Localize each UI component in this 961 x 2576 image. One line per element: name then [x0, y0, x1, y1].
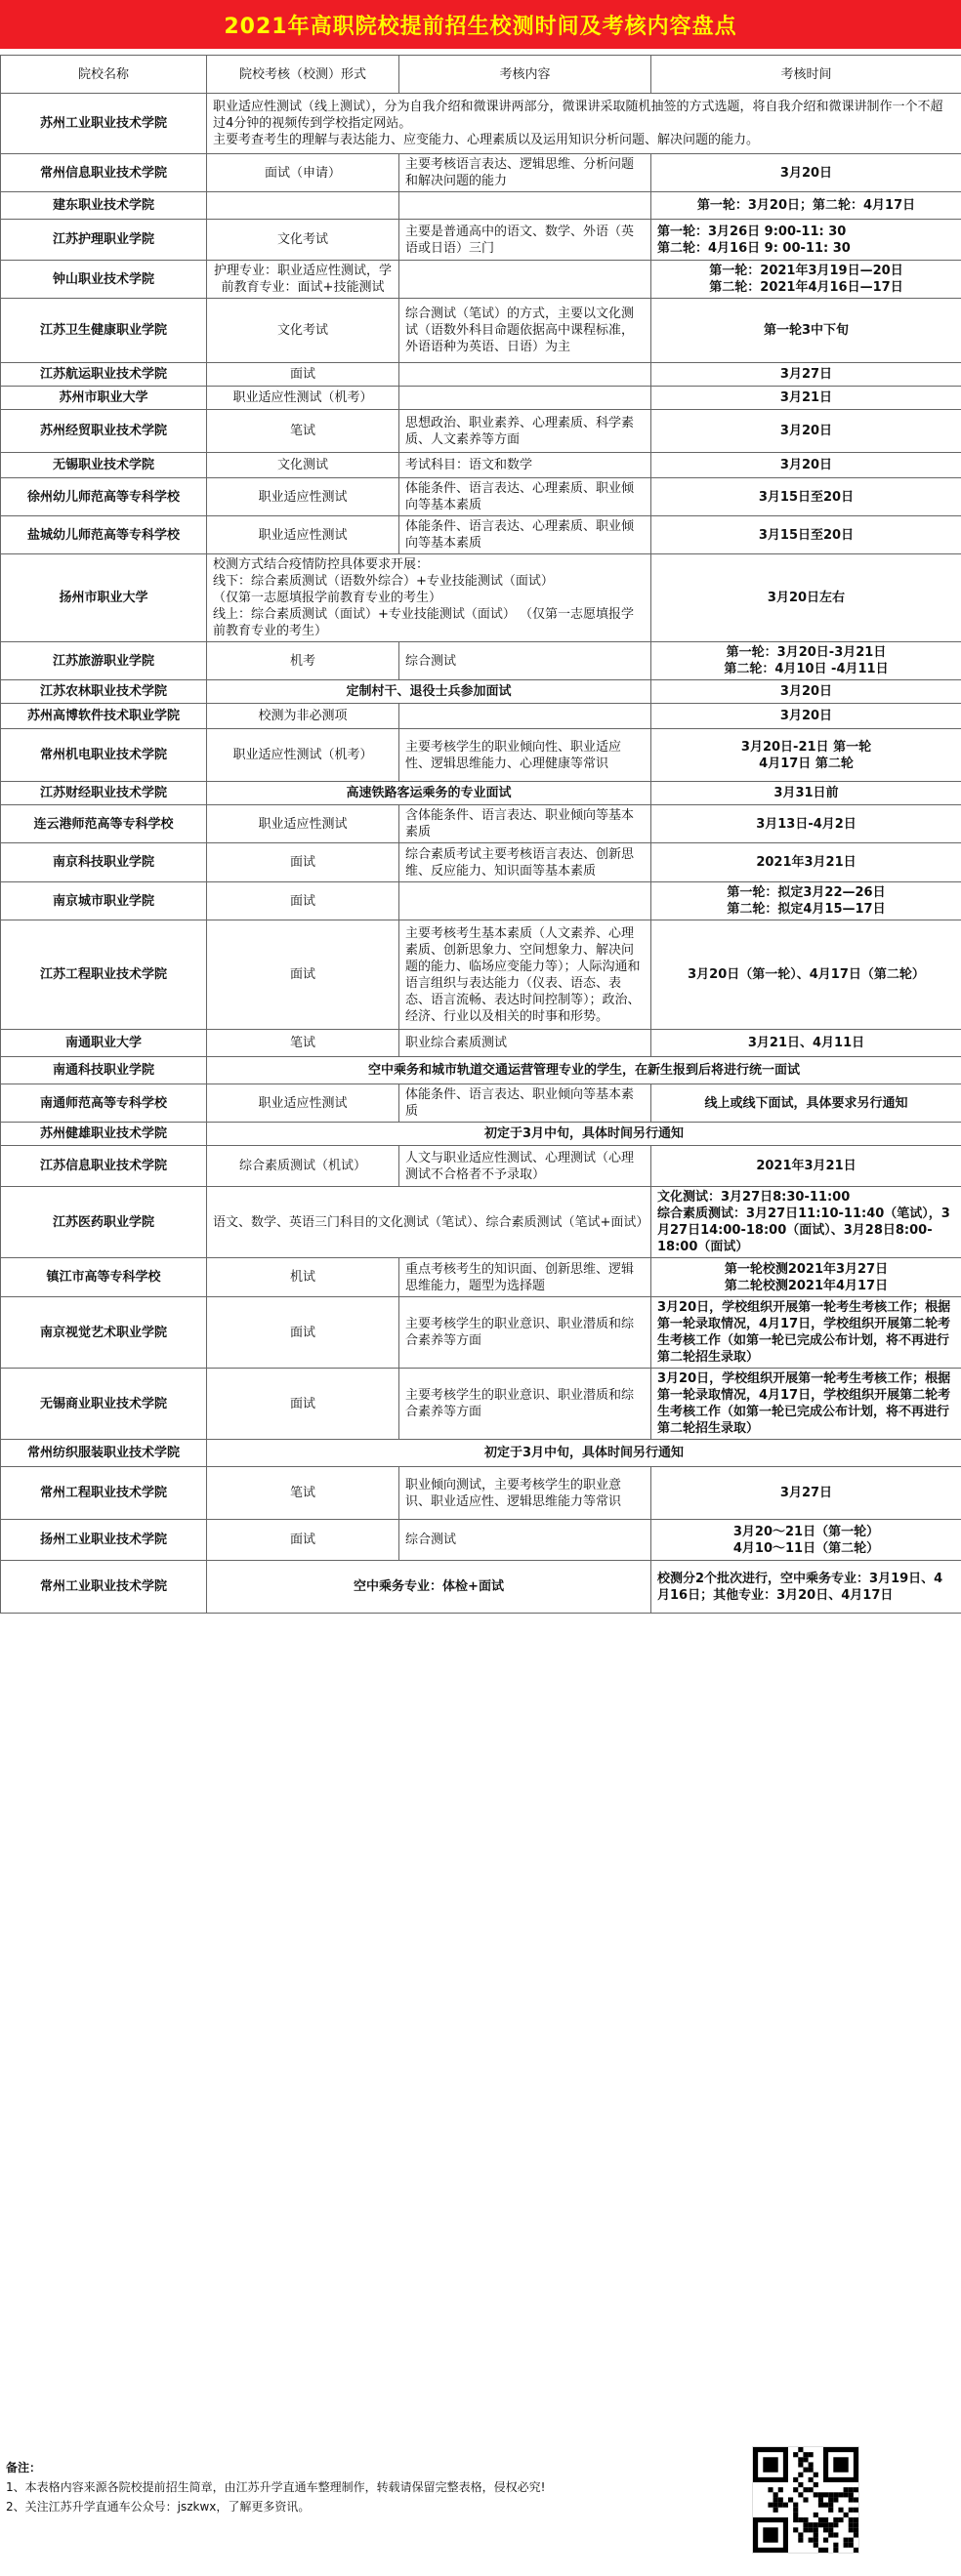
school-name-cell: 南京城市职业学院 [1, 882, 207, 920]
school-name-cell: 常州纺织服装职业技术学院 [1, 1440, 207, 1467]
table-row [1, 410, 961, 453]
exam-time-cell: 2021年3月21日 [651, 1146, 961, 1187]
school-name-cell: 苏州工业职业技术学院 [1, 94, 207, 154]
notes-line-2: 2、关注江苏升学直通车公众号：jszkwx，了解更多资讯。 [6, 2500, 311, 2514]
table-header-row [1, 56, 961, 94]
exam-content-cell: 综合素质考试主要考核语言表达、创新思维、反应能力、知识面等基本素质 [399, 843, 651, 882]
exam-time-cell: 3月21日 [651, 387, 961, 410]
exam-form-cell: 面试 [207, 843, 399, 882]
table-row [1, 704, 961, 729]
table-row [1, 299, 961, 363]
exam-content-cell: 体能条件、语言表达、心理素质、职业倾向等基本素质 [399, 478, 651, 516]
form-content-cell: 校测方式结合疫情防控具体要求开展： 线下：综合素质测试（语数外综合）+专业技能测试（面试） （仅第一志愿填报学前教育专业的考生） 线上：综合素质测试（面试）+专业技能测试（面试） （仅第一志愿填报学前教育专业的考生） [207, 554, 651, 642]
header-time: 考核时间 [651, 56, 961, 94]
table-row [1, 1369, 961, 1440]
table-row [1, 680, 961, 704]
school-name-cell: 扬州工业职业技术学院 [1, 1520, 207, 1561]
exam-form-cell: 护理专业：职业适应性测试，学前教育专业：面试+技能测试 [207, 261, 399, 299]
exam-time-cell: 3月20日，学校组织开展第一轮考生考核工作；根据第一轮录取情况，4月17日，学校组织开展第二轮考生考核工作（如第一轮已完成公布计划，将不再进行第二轮招生录取） [651, 1369, 961, 1440]
exam-time-cell: 3月20日 [651, 453, 961, 478]
schedule-table [0, 55, 961, 1614]
exam-time-cell: 3月31日前 [651, 782, 961, 805]
table-row [1, 453, 961, 478]
table-row [1, 782, 961, 805]
table-row [1, 1146, 961, 1187]
form-content-cell: 高速铁路客运乘务的专业面试 [207, 782, 651, 805]
exam-content-cell [399, 882, 651, 920]
form-content-cell: 语文、数学、英语三门科目的文化测试（笔试）、综合素质测试（笔试+面试） [207, 1187, 651, 1258]
exam-content-cell: 综合测试（笔试）的方式，主要以文化测试（语数外科目命题依据高中课程标准，外语语种为英语、日语）为主 [399, 299, 651, 363]
school-name-cell: 苏州市职业大学 [1, 387, 207, 410]
exam-content-cell: 人文与职业适应性测试、心理测试（心理测试不合格者不予录取） [399, 1146, 651, 1187]
exam-time-cell: 3月20日，学校组织开展第一轮考生考核工作；根据第一轮录取情况，4月17日，学校组织开展第二轮考生考核工作（如第一轮已完成公布计划，将不再进行第二轮招生录取） [651, 1297, 961, 1369]
school-name-cell: 江苏卫生健康职业学院 [1, 299, 207, 363]
exam-form-cell: 机考 [207, 642, 399, 680]
exam-form-cell: 职业适应性测试 [207, 478, 399, 516]
exam-form-cell: 面试 [207, 882, 399, 920]
school-name-cell: 无锡职业技术学院 [1, 453, 207, 478]
table-row [1, 1467, 961, 1520]
exam-form-cell: 校测为非必测项 [207, 704, 399, 729]
exam-form-cell: 笔试 [207, 1030, 399, 1057]
exam-time-cell: 2021年3月21日 [651, 843, 961, 882]
exam-form-cell [207, 192, 399, 220]
table-row [1, 920, 961, 1030]
table-row [1, 261, 961, 299]
exam-form-cell: 笔试 [207, 410, 399, 453]
exam-form-cell: 文化测试 [207, 453, 399, 478]
exam-content-cell: 含体能条件、语言表达、职业倾向等基本素质 [399, 805, 651, 843]
merged-info-cell: 初定于3月中旬，具体时间另行通知 [207, 1440, 961, 1467]
school-name-cell: 江苏工程职业技术学院 [1, 920, 207, 1030]
exam-time-cell: 文化测试：3月27日8:30-11:00 综合素质测试：3月27日11:10-11:40（笔试），3月27日14:00-18:00（面试）、3月28日8:00-18:00（面试） [651, 1187, 961, 1258]
exam-content-cell [399, 192, 651, 220]
table-row [1, 642, 961, 680]
exam-content-cell: 体能条件、语言表达、心理素质、职业倾向等基本素质 [399, 516, 651, 554]
exam-content-cell: 综合测试 [399, 1520, 651, 1561]
exam-form-cell: 综合素质测试（机试） [207, 1146, 399, 1187]
school-name-cell: 南通职业大学 [1, 1030, 207, 1057]
table-row [1, 1057, 961, 1084]
exam-time-cell: 第一轮3中下旬 [651, 299, 961, 363]
exam-time-cell: 3月21日、4月11日 [651, 1030, 961, 1057]
school-name-cell: 常州工业职业技术学院 [1, 1561, 207, 1614]
exam-content-cell: 主要考核学生的职业意识、职业潜质和综合素养等方面 [399, 1369, 651, 1440]
school-name-cell: 苏州健雄职业技术学院 [1, 1123, 207, 1146]
exam-time-cell: 3月13日-4月2日 [651, 805, 961, 843]
table-row [1, 1084, 961, 1123]
table-row [1, 1440, 961, 1467]
notes-line-1: 1、本表格内容来源各院校提前招生简章，由江苏升学直通车整理制作，转载请保留完整表格，侵权必究! [6, 2480, 546, 2494]
exam-form-cell: 文化考试 [207, 299, 399, 363]
exam-content-cell: 主要是普通高中的语文、数学、外语（英语或日语）三门 [399, 220, 651, 261]
school-name-cell: 连云港师范高等专科学校 [1, 805, 207, 843]
school-name-cell: 徐州幼儿师范高等专科学校 [1, 478, 207, 516]
table-row [1, 154, 961, 192]
school-name-cell: 镇江市高等专科学校 [1, 1258, 207, 1297]
exam-time-cell: 3月20日 [651, 680, 961, 704]
exam-form-cell: 职业适应性测试 [207, 1084, 399, 1123]
table-row [1, 94, 961, 154]
school-name-cell: 南京视觉艺术职业学院 [1, 1297, 207, 1369]
exam-form-cell: 文化考试 [207, 220, 399, 261]
exam-content-cell [399, 704, 651, 729]
exam-time-cell: 第一轮：2021年3月19日—20日 第二轮：2021年4月16日—17日 [651, 261, 961, 299]
exam-content-cell: 重点考核考生的知识面、创新思维、逻辑思维能力，题型为选择题 [399, 1258, 651, 1297]
table-row [1, 192, 961, 220]
exam-form-cell: 职业适应性测试 [207, 516, 399, 554]
school-name-cell: 建东职业技术学院 [1, 192, 207, 220]
exam-time-cell: 3月20日 [651, 704, 961, 729]
exam-time-cell: 3月20日 [651, 410, 961, 453]
school-name-cell: 江苏航运职业技术学院 [1, 363, 207, 387]
school-name-cell: 南京科技职业学院 [1, 843, 207, 882]
school-name-cell: 常州工程职业技术学院 [1, 1467, 207, 1520]
exam-time-cell: 3月20日-21日 第一轮 4月17日 第二轮 [651, 729, 961, 782]
school-name-cell: 常州机电职业技术学院 [1, 729, 207, 782]
exam-time-cell: 第一轮：3月20日；第二轮：4月17日 [651, 192, 961, 220]
merged-info-cell: 空中乘务和城市轨道交通运营管理专业的学生，在新生报到后将进行统一面试 [207, 1057, 961, 1084]
merged-info-cell: 职业适应性测试（线上测试），分为自我介绍和微课讲两部分，微课讲采取随机抽签的方式选题，将自我介绍和微课讲制作一个不超过4分钟的视频传到学校指定网站。 主要考查考生的理解与表达能力、应变能力、心理素质以及运用知识分析问题、解决问题的能力。 [207, 94, 961, 154]
exam-time-cell: 线上或线下面试，具体要求另行通知 [651, 1084, 961, 1123]
school-name-cell: 钟山职业技术学院 [1, 261, 207, 299]
exam-time-cell: 3月20日（第一轮）、4月17日（第二轮） [651, 920, 961, 1030]
exam-time-cell: 第一轮：3月20日-3月21日 第二轮：4月10日 -4月11日 [651, 642, 961, 680]
exam-form-cell: 职业适应性测试（机考） [207, 387, 399, 410]
exam-content-cell [399, 363, 651, 387]
notes [6, 2458, 729, 2516]
exam-time-cell: 3月15日至20日 [651, 478, 961, 516]
exam-time-cell: 第一轮：3月26日 9:00-11: 30 第二轮：4月16日 9: 00-11: 30 [651, 220, 961, 261]
school-name-cell: 盐城幼儿师范高等专科学校 [1, 516, 207, 554]
table-row [1, 387, 961, 410]
exam-content-cell: 考试科目：语文和数学 [399, 453, 651, 478]
exam-form-cell: 职业适应性测试 [207, 805, 399, 843]
exam-content-cell: 主要考核学生的职业倾向性、职业适应性、逻辑思维能力、心理健康等常识 [399, 729, 651, 782]
table-row [1, 1258, 961, 1297]
exam-time-cell: 3月27日 [651, 1467, 961, 1520]
merged-info-cell: 初定于3月中旬，具体时间另行通知 [207, 1123, 961, 1146]
form-content-cell: 定制村干、退役士兵参加面试 [207, 680, 651, 704]
exam-form-cell: 面试 [207, 920, 399, 1030]
exam-content-cell: 职业综合素质测试 [399, 1030, 651, 1057]
table-row [1, 554, 961, 642]
exam-time-cell: 3月20日左右 [651, 554, 961, 642]
exam-time-cell: 3月20日 [651, 154, 961, 192]
school-name-cell: 江苏护理职业学院 [1, 220, 207, 261]
school-name-cell: 苏州高博软件技术职业学院 [1, 704, 207, 729]
exam-form-cell: 职业适应性测试（机考） [207, 729, 399, 782]
header-content: 考核内容 [399, 56, 651, 94]
school-name-cell: 苏州经贸职业技术学院 [1, 410, 207, 453]
table-row [1, 516, 961, 554]
exam-content-cell [399, 387, 651, 410]
exam-time-cell: 3月27日 [651, 363, 961, 387]
qr-code-image [752, 2446, 859, 2554]
exam-form-cell: 笔试 [207, 1467, 399, 1520]
table-row [1, 220, 961, 261]
table-row [1, 1030, 961, 1057]
exam-content-cell: 职业倾向测试，主要考核学生的职业意识、职业适应性、逻辑思维能力等常识 [399, 1467, 651, 1520]
table-row [1, 1561, 961, 1614]
school-name-cell: 江苏农林职业技术学院 [1, 680, 207, 704]
school-name-cell: 无锡商业职业技术学院 [1, 1369, 207, 1440]
school-name-cell: 江苏财经职业技术学院 [1, 782, 207, 805]
exam-content-cell: 思想政治、职业素养、心理素质、科学素质、人文素养等方面 [399, 410, 651, 453]
table-row [1, 363, 961, 387]
school-name-cell: 南通科技职业学院 [1, 1057, 207, 1084]
school-name-cell: 扬州市职业大学 [1, 554, 207, 642]
exam-form-cell: 面试 [207, 1520, 399, 1561]
exam-form-cell: 机试 [207, 1258, 399, 1297]
notes-label: 备注： [6, 2461, 42, 2474]
exam-time-cell: 3月20～21日（第一轮） 4月10～11日（第二轮） [651, 1520, 961, 1561]
exam-time-cell: 第一轮：拟定3月22—26日 第二轮：拟定4月15—17日 [651, 882, 961, 920]
exam-content-cell: 主要考核语言表达、逻辑思维、分析问题和解决问题的能力 [399, 154, 651, 192]
exam-form-cell: 面试 [207, 363, 399, 387]
exam-time-cell: 3月15日至20日 [651, 516, 961, 554]
table-row [1, 805, 961, 843]
table-row [1, 843, 961, 882]
table-row [1, 1187, 961, 1258]
exam-time-cell: 校测分2个批次进行，空中乘务专业：3月19日、4月16日；其他专业：3月20日、4月17日 [651, 1561, 961, 1614]
table-body [1, 94, 961, 1614]
table-row [1, 1520, 961, 1561]
exam-content-cell: 体能条件、语言表达、职业倾向等基本素质 [399, 1084, 651, 1123]
school-name-cell: 南通师范高等专科学校 [1, 1084, 207, 1123]
school-name-cell: 常州信息职业技术学院 [1, 154, 207, 192]
table-row [1, 478, 961, 516]
header-form: 院校考核（校测）形式 [207, 56, 399, 94]
exam-form-cell: 面试（申请） [207, 154, 399, 192]
exam-content-cell: 主要考核考生基本素质（人文素养、心理素质、创新思象力、空间想象力、解决问题的能力、临场应变能力等）；人际沟通和语言组织与表达能力（仪表、语态、表态、语言流畅、表达时间控制等）；政治、经济、行业以及相关的时事和形势。 [399, 920, 651, 1030]
school-name-cell: 江苏医药职业学院 [1, 1187, 207, 1258]
exam-content-cell [399, 261, 651, 299]
page-title: 2021年高职院校提前招生校测时间及考核内容盘点 [0, 0, 961, 49]
school-name-cell: 江苏旅游职业学院 [1, 642, 207, 680]
exam-content-cell: 综合测试 [399, 642, 651, 680]
form-content-cell: 空中乘务专业：体检+面试 [207, 1561, 651, 1614]
exam-form-cell: 面试 [207, 1297, 399, 1369]
exam-content-cell: 主要考核学生的职业意识、职业潜质和综合素养等方面 [399, 1297, 651, 1369]
school-name-cell: 江苏信息职业技术学院 [1, 1146, 207, 1187]
table-row [1, 1123, 961, 1146]
exam-form-cell: 面试 [207, 1369, 399, 1440]
header-school: 院校名称 [1, 56, 207, 94]
table-row [1, 882, 961, 920]
table-row [1, 729, 961, 782]
table-row [1, 1297, 961, 1369]
exam-time-cell: 第一轮校测2021年3月27日 第二轮校测2021年4月17日 [651, 1258, 961, 1297]
